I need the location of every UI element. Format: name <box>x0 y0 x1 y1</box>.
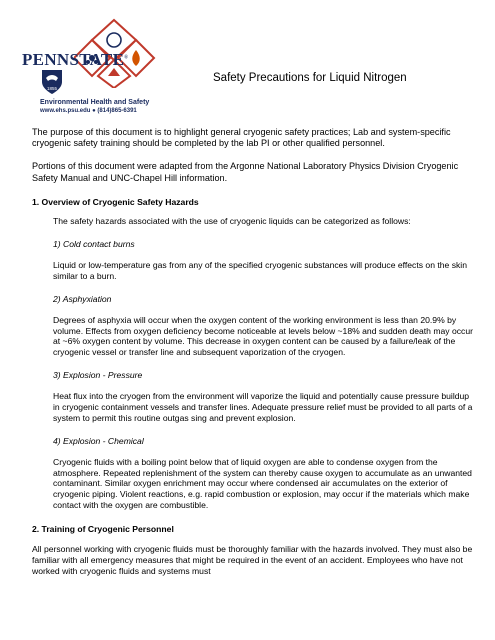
hazard-text-chemical: Cryogenic fluids with a boiling point below that of liquid oxygen are able to condense oxygen from the atmosphere. Repeated replenishment of the system can thereby cause oxygen to accumulate as an unwanted contaminant. Similar oxygen enrichment may occur where condensed air accumulates on the exterior of cryogenic piping. Violent reactions, e.g. rapid combustion or explosion, may occur if the materials which make contact with the oxygen are combustible. <box>53 456 472 510</box>
hazard-text-asphyxiation: Degrees of asphyxia will occur when the oxygen content of the working environment is less than 20.9% by volume. Effects from oxygen deficiency become noticeable at levels below ~18% and sudden death may occur at ~6% oxygen content by volume. This decrease in oxygen content can be caused by a failure/leak of the cryogenic vessel or transfer line and subsequent vaporization of the cryogen. <box>53 314 473 358</box>
org-name: Environmental Health and Safety <box>40 99 150 106</box>
hazard-title-burns: 1) Cold contact burns <box>53 238 135 249</box>
hazard-title-chemical: 4) Explosion - Chemical <box>53 435 144 446</box>
logo-year: 1855 <box>46 86 58 91</box>
hazard-text-pressure: Heat flux into the cryogen from the environment will vaporize the liquid and potentially cause pressure buildup in cryogenic containment vessels and transfer lines. Adequate pressure relief must be provided to all parts of a system to permit this routine outgas sing and prevent explosion. <box>53 391 473 423</box>
hazards-section <box>53 216 476 511</box>
document-title: Safety Precautions for Liquid Nitrogen <box>213 72 407 84</box>
org-contact: www.ehs.psu.edu ● (814)865-6391 <box>40 108 137 114</box>
section-heading-hazards: 1. Overview of Cryogenic Safety Hazards <box>32 196 199 207</box>
nittany-shield-icon <box>40 68 64 96</box>
hazard-title-asphyxiation: 2) Asphyxiation <box>53 293 112 304</box>
logo-wordmark: PENNSTATE® <box>22 50 129 69</box>
training-paragraph: All personnel working with cryogenic fluids must be thoroughly familiar with the hazards involved. They must also be familiar with all emergency measures that might be required in the event of an accident. Employees who have not worked with cryogenic fluids and systems must <box>32 543 473 576</box>
penn-state-ehs-logo <box>14 18 164 114</box>
document-body <box>32 120 476 576</box>
section-heading-training: 2. Training of Cryogenic Personnel <box>32 523 174 534</box>
intro-paragraph-purpose: The purpose of this document is to highlight general cryogenic safety practices; Lab and system-specific cryogenic safety training should be completed by the lab PI or other qualified personnel. <box>32 127 451 149</box>
hazard-title-pressure: 3) Explosion - Pressure <box>53 370 143 380</box>
hazard-text-burns: Liquid or low-temperature gas from any of the specified cryogenic substances will produce effects on the skin similar to a burn. <box>53 260 467 281</box>
hazards-lead: The safety hazards associated with the use of cryogenic liquids can be categorized as follows: <box>53 216 411 227</box>
intro-paragraph-sources: Portions of this document were adapted from the Argonne National Laboratory Physics Division Cryogenic Safety Manual and UNC-Chapel Hill information. <box>32 161 459 183</box>
